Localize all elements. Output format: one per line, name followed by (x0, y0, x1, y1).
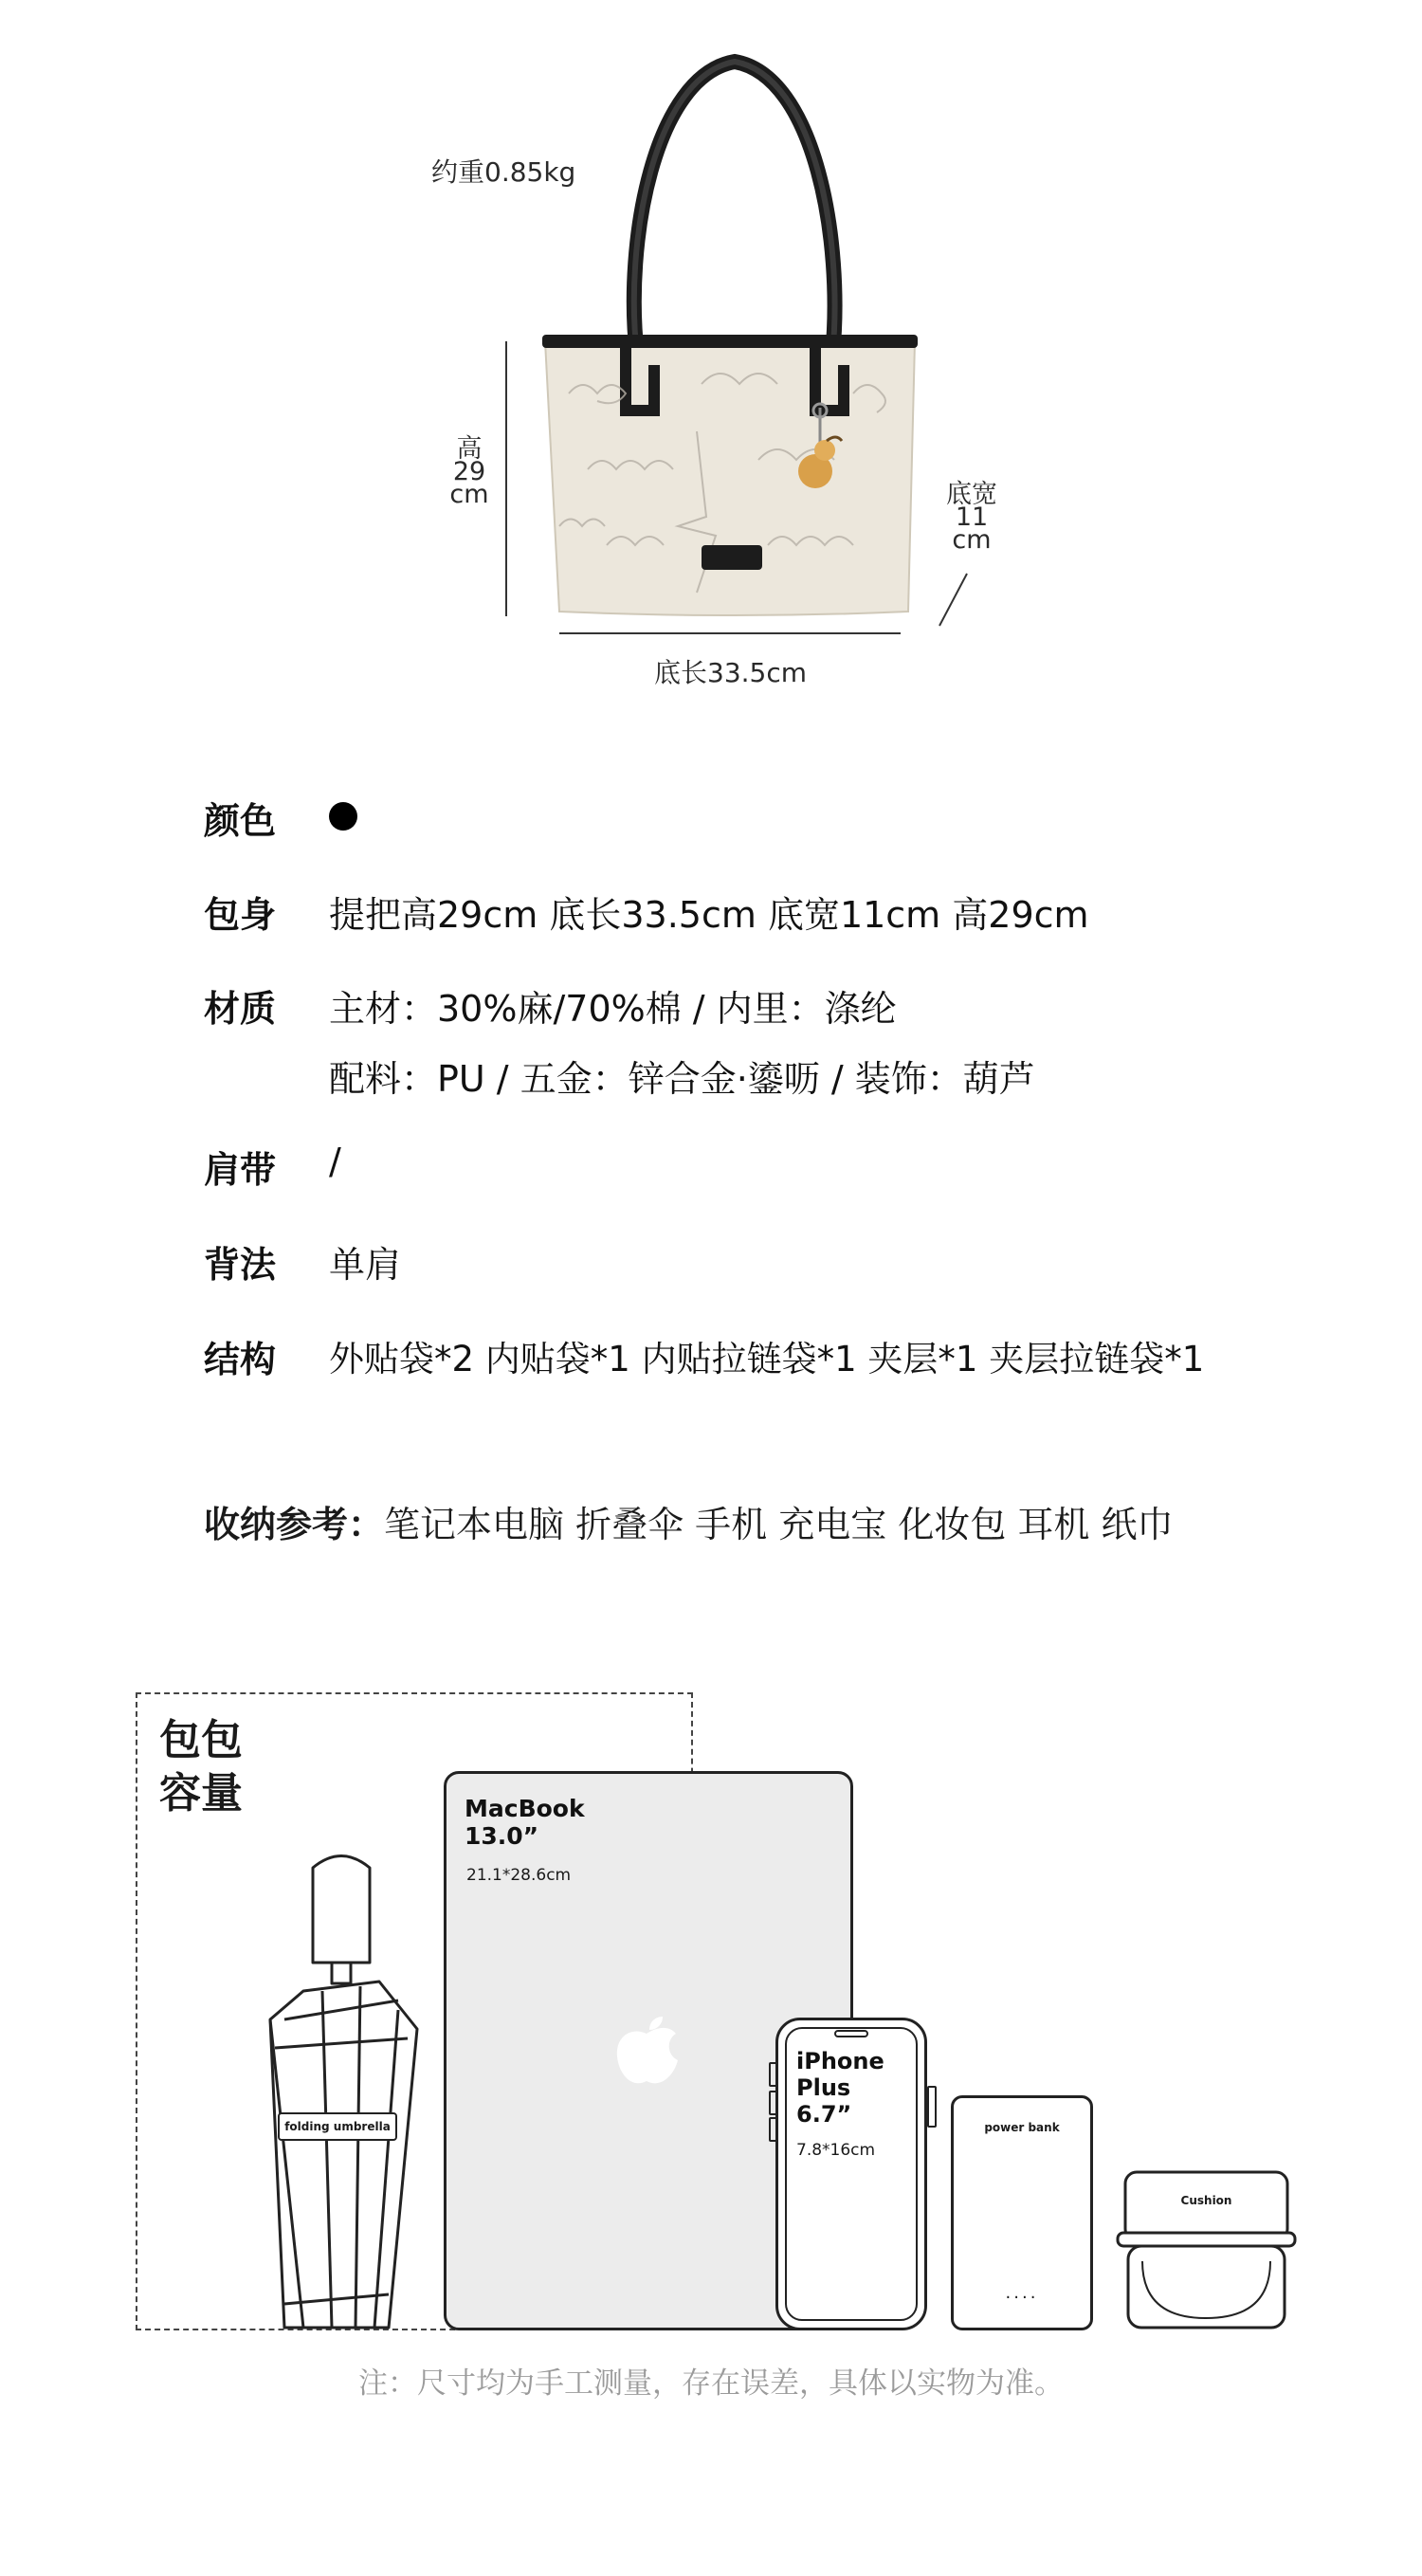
height-dimension-text (446, 434, 493, 509)
structure-label: 结构 (204, 1339, 277, 1380)
length-dimension-line (559, 632, 901, 634)
strap-value: / (329, 1141, 341, 1182)
storage-reference (204, 1495, 1174, 1547)
apple-logo-icon (611, 2015, 683, 2091)
capacity-title-line-1: 包包 (159, 1716, 243, 1764)
iphone-name-1: iPhone (796, 2048, 884, 2074)
height-label: 高 (456, 434, 483, 464)
carry-value: 单肩 (329, 1244, 402, 1286)
iphone-dims: 7.8*16cm (796, 2141, 876, 2160)
material-line-2: 配料：PU / 五金：锌合金·鎏呖 / 装饰：葫芦 (329, 1058, 1035, 1100)
strap-label: 肩带 (204, 1149, 277, 1191)
length-dimension-text: 底长33.5cm (654, 657, 808, 688)
iphone-name-2: Plus (796, 2074, 851, 2101)
width-unit: cm (952, 525, 992, 555)
color-swatch (329, 802, 357, 831)
height-unit: cm (449, 480, 489, 509)
umbrella-icon (265, 1849, 427, 2332)
powerbank-indicator: .... (1005, 2283, 1039, 2303)
width-value: 11 (955, 502, 989, 532)
macbook-dims: 21.1*28.6cm (466, 1866, 572, 1885)
iphone-side-button (769, 2062, 778, 2087)
iphone-size: 6.7” (796, 2101, 852, 2128)
measurement-note: 注：尺寸均为手工测量，存在误差，具体以实物为准。 (358, 2366, 1064, 2401)
iphone-side-button-2 (769, 2091, 778, 2115)
structure-value: 外贴袋*2 内贴袋*1 内贴拉链袋*1 夹层*1 夹层拉链袋*1 (329, 1339, 1205, 1379)
tote-bag-image (531, 52, 939, 621)
macbook-size: 13.0” (465, 1822, 539, 1850)
material-line-1: 主材：30%麻/70%棉 / 内里：涤纶 (329, 988, 897, 1030)
iphone-power-button (927, 2086, 937, 2128)
material-label: 材质 (204, 988, 277, 1030)
body-label: 包身 (204, 894, 277, 936)
height-value: 29 (452, 457, 486, 486)
capacity-title-line-2: 容量 (159, 1769, 243, 1818)
macbook-name: MacBook (465, 1795, 585, 1822)
storage-label: 收纳参考： (204, 1504, 385, 1545)
cushion-compact-icon (1114, 2166, 1299, 2332)
iphone-side-button-3 (769, 2117, 778, 2142)
width-label: 底宽 (946, 480, 997, 509)
height-dimension-line (505, 341, 507, 616)
color-label: 颜色 (204, 800, 277, 842)
iphone-speaker (834, 2030, 868, 2037)
carry-label: 背法 (204, 1244, 277, 1286)
body-value: 提把高29cm 底长33.5cm 底宽11cm 高29cm (329, 894, 1089, 936)
cushion-label: Cushion (1180, 2194, 1232, 2207)
storage-items: 笔记本电脑 折叠伞 手机 充电宝 化妆包 耳机 纸巾 (384, 1504, 1174, 1545)
capacity-title (159, 1714, 243, 1820)
powerbank-label: power bank (984, 2121, 1060, 2134)
weight-label: 约重0.85kg (431, 156, 576, 188)
umbrella-label: folding umbrella (278, 2112, 397, 2141)
width-dimension-text (939, 480, 1005, 555)
width-dimension-line (934, 569, 972, 630)
